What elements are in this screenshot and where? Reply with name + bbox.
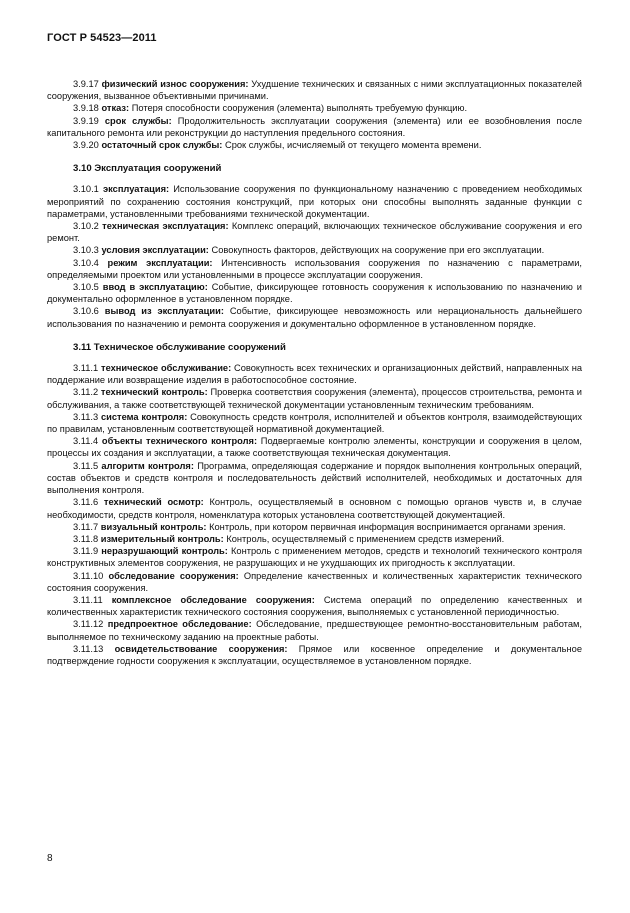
definition-text: Интенсивность использования сооружения по назначению с параметрами, определяемыми проектом или установленными в процессе эксплуатации сооружения. [47, 257, 582, 280]
definition-paragraph [47, 460, 582, 497]
defined-term: техническое обслуживание: [101, 363, 232, 374]
definition-paragraph [47, 533, 582, 545]
definition-text: Проверка соответствия сооружения (элемента), процессов строительства, ремонта и обслуживания, а также соответствующей технической документации установленным техническим требованиям. [47, 387, 582, 410]
clause-number: 3.10.1 [73, 184, 99, 195]
defined-term: эксплуатация: [102, 184, 170, 195]
definition-paragraph [47, 594, 582, 618]
definition-paragraph [47, 78, 582, 102]
definition-text: Контроль, осуществляемый в основном с помощью органов чувств и, в случае необходимости, средств контроля, номенклатура которых установлена соответствующей документацией. [47, 497, 582, 520]
section-heading: 3.10 Эксплуатация сооружений [73, 163, 222, 175]
definition-text: Совокупность средств контроля, исполнителей и объектов контроля, взаимодействующих по правилам, установленным соответствующей нормативной документацией. [47, 411, 582, 435]
defined-term: алгоритм контроля: [101, 460, 194, 471]
definition-text: Совокупность факторов, действующих на сооружение при его эксплуатации. [211, 245, 545, 256]
defined-term: объекты технического контроля: [101, 436, 258, 447]
definition-text: Система операций по определению качественных и количественных характеристик технического состояния сооружения, выполняемых с установленной периодичностью. [47, 594, 582, 618]
clause-number: 3.11.13 [73, 643, 104, 654]
definition-paragraph [47, 183, 582, 220]
defined-term: техническая эксплуатация: [102, 221, 229, 232]
definition-paragraph [47, 257, 582, 281]
definition-paragraph [47, 386, 582, 410]
definition-paragraph [47, 496, 582, 520]
definition-text: Контроль, при котором первичная информация воспринимается органами зрения. [209, 521, 566, 532]
definition-text: Определение качественных и количественных характеристик технического состояния сооружения. [47, 570, 582, 593]
clause-number: 3.11.1 [73, 363, 99, 374]
definition-paragraph [47, 570, 582, 594]
definition-text: Событие, фиксирующее готовность сооружения к использованию по назначению и документально оформленное в установленном порядке. [47, 282, 582, 305]
section-heading: 3.11 Техническое обслуживание сооружений [73, 341, 286, 353]
definition-paragraph [47, 305, 582, 329]
definition-text: Программа, определяющая содержание и порядок выполнения контрольных операций, состав объектов и средств контроля и последовательность действий исполнителей, необходимых и достаточных для выполнения контроля. [47, 460, 582, 496]
defined-term: освидетельствование сооружения: [114, 643, 288, 654]
definition-text: Прямое или косвенное определение и документальное подтверждение годности сооружения к эксплуатации, осуществляемое в установленном порядке. [47, 643, 583, 666]
clause-number: 3.11.6 [73, 497, 99, 508]
defined-term: вывод из эксплуатации: [104, 306, 224, 317]
defined-term: система контроля: [100, 411, 188, 422]
clause-number: 3.9.18 [73, 103, 99, 114]
clause-number: 3.9.17 [73, 79, 99, 89]
definition-text: Потеря способности сооружения (элемента) выполнять требуемую функцию. [131, 103, 468, 114]
clause-number: 3.10.3 [73, 245, 99, 256]
clause-number: 3.10.5 [73, 282, 99, 293]
definition-text: Контроль с применением методов, средств и технологий технического контроля конструктивных элементов сооружения, не разрушающих и не ухудшающих их пригодность к эксплуатации. [47, 546, 582, 569]
defined-term: визуальный контроль: [100, 521, 207, 532]
definition-paragraph [47, 220, 582, 244]
clause-number: 3.11.4 [73, 436, 99, 447]
definition-text: Продолжительность эксплуатации сооружения (элемента) или ее возобновления после капитального ремонта или реконструкции до наступления предельного состояния. [47, 115, 582, 138]
clause-number: 3.11.10 [73, 570, 104, 581]
defined-term: ввод в эксплуатацию: [102, 282, 208, 293]
definition-text: Совокупность всех технических и организационных действий, направленных на поддержание или возвращение изделия в работоспособное состояние. [47, 363, 582, 386]
clause-number: 3.11.8 [73, 533, 99, 544]
defined-term: предпроектное обследование: [107, 619, 252, 630]
defined-term: обследование сооружения: [108, 570, 239, 581]
document-header: ГОСТ Р 54523—2011 [47, 32, 157, 44]
definition-paragraph [47, 115, 582, 139]
defined-term: неразрушающий контроль: [101, 546, 228, 557]
clause-number: 3.11.5 [73, 460, 99, 471]
definition-text: Событие, фиксирующее невозможность или нерациональность дальнейшего использования по назначению и ремонта сооружения и документально оформленное в установленном порядке. [47, 306, 582, 329]
definition-paragraph [47, 545, 582, 569]
defined-term: комплексное обследование сооружения: [111, 594, 315, 605]
definition-text: Подвергаемые контролю элементы, конструкции и сооружения в целом, процессы их создания и эксплуатации, а также соответствующая техническая документация. [47, 436, 582, 459]
definition-text: Ухудшение технических и связанных с ними эксплуатационных показателей сооружения, вызванное объективными причинами. [47, 79, 582, 102]
defined-term: технический осмотр: [103, 497, 204, 508]
definition-paragraph [47, 139, 582, 151]
definition-paragraph [47, 362, 582, 386]
clause-number: 3.11.9 [73, 546, 99, 557]
clause-number: 3.11.11 [73, 594, 103, 605]
defined-term: режим эксплуатации: [107, 257, 213, 268]
definition-text: Обследование, предшествующее ремонтно-восстановительным работам, выполняемое по техническому заданию на проектные работы. [47, 619, 582, 642]
clause-number: 3.11.3 [73, 411, 99, 422]
page-number: 8 [47, 853, 53, 864]
clause-number: 3.11.7 [73, 521, 99, 532]
definition-paragraph [47, 411, 582, 435]
definition-paragraph [47, 281, 582, 305]
clause-number: 3.11.12 [73, 619, 104, 630]
clause-number: 3.9.19 [73, 115, 99, 126]
clause-number: 3.10.6 [73, 306, 99, 317]
clause-number: 3.11.2 [73, 387, 99, 398]
definition-paragraph [47, 244, 582, 256]
clause-number: 3.10.2 [73, 221, 99, 232]
defined-term: технический контроль: [100, 387, 208, 398]
definition-paragraph [47, 618, 582, 642]
defined-term: отказ: [101, 103, 130, 114]
definition-text: Контроль, осуществляемый с применением средств измерений. [226, 533, 505, 544]
defined-term: остаточный срок службы: [101, 140, 223, 151]
document-body [47, 78, 582, 667]
definition-paragraph [47, 102, 582, 114]
definition-paragraph [47, 521, 582, 533]
definition-text: Срок службы, исчисляемый от текущего момента времени. [225, 140, 482, 151]
clause-number: 3.10.4 [73, 257, 99, 268]
defined-term: срок службы: [104, 115, 172, 126]
definition-text: Использование сооружения по функциональному назначению с проведением необходимых мероприятий по сохранению состояния конструкций, при которых они способны выполнять заданные функции с параметрами, установленными требованиями технической документации. [47, 184, 582, 219]
definition-paragraph [47, 435, 582, 459]
definition-paragraph [47, 643, 582, 667]
defined-term: физический износ сооружения: [101, 79, 249, 89]
clause-number: 3.9.20 [73, 140, 99, 151]
defined-term: условия эксплуатации: [101, 245, 209, 256]
defined-term: измерительный контроль: [100, 533, 224, 544]
definition-text: Комплекс операций, включающих техническое обслуживание сооружения и его ремонт. [47, 221, 582, 244]
